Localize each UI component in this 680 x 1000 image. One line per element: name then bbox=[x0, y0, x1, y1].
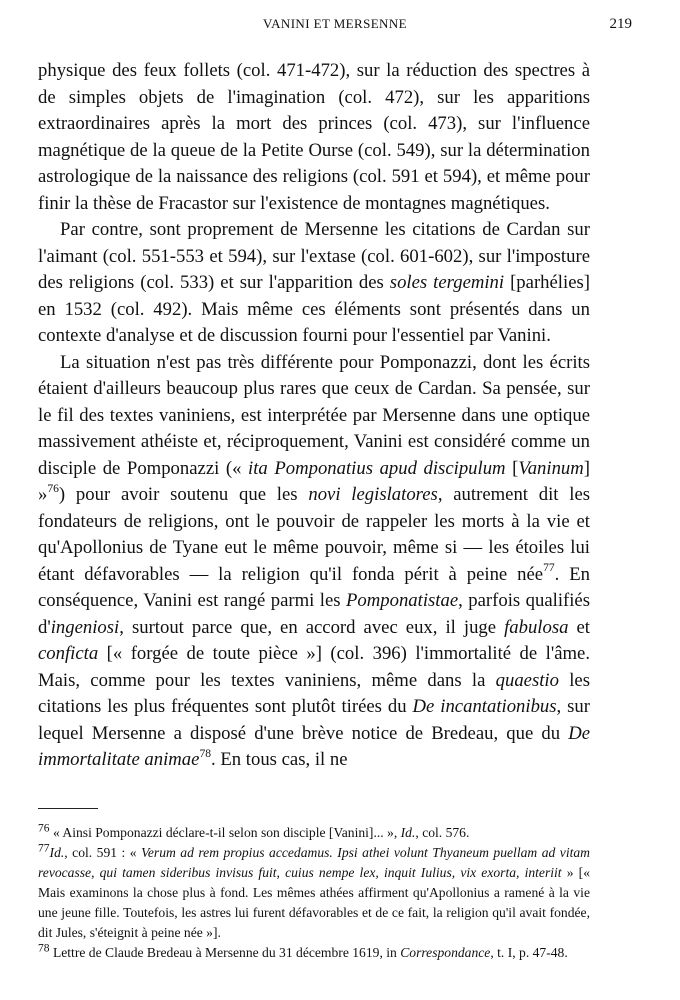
paragraph-2 bbox=[38, 217, 590, 350]
footnotes bbox=[38, 823, 590, 963]
text-run: , parfois qualifiés d' bbox=[38, 590, 590, 638]
text-run: . En conséquence, Vanini est rangé parmi les bbox=[38, 563, 590, 611]
italic-term: conficta bbox=[38, 643, 99, 664]
italic-term: novi legislatores bbox=[308, 484, 438, 505]
footnote-ref-78[interactable]: 78 bbox=[199, 746, 212, 760]
text-run: , sur lequel Mersenne a disposé d'une brève notice de Bredeau, que du bbox=[38, 696, 591, 744]
italic-term: fabulosa bbox=[504, 616, 569, 638]
running-head: VANINI ET MERSENNE bbox=[263, 16, 407, 31]
footnote-76 bbox=[38, 823, 590, 843]
text-run: « Ainsi Pomponazzi déclare-t-il selon son disciple [Vanini]... », bbox=[49, 825, 401, 840]
text-run: Par contre, sont proprement de Mersenne les citations de Cardan sur l'aimant (col. 551-553 et 594), sur l'extase (col. 601-602), sur l'imposture des religions (col. 533) et sur l'apparition des bbox=[38, 219, 590, 293]
text-run: » [« Mais examinons la chose plus à fond. Les mêmes athées affirment qu'Apollonius a ramené à la vie une jeune fille. Toutefois, les astres lui furent défavorables et de ce fait, la religion qu'il avait fondée, dit Jules, s'éteignit à peine née »]. bbox=[38, 865, 591, 940]
page-header bbox=[38, 16, 632, 38]
text-run: physique des feux follets (col. 471-472), sur la réduction des spectres à de simples objets de l'imagination (col. 472), sur les apparitions extraordinaires après la mort des princes (col. 473), sur l'influence magnétique de la queue de la Petite Ourse (col. 549), sur la détermination astrologique de la naissance des religions (col. 591 et 594), et même pour finir la thèse de Fracastor sur l'existence de montagnes magnétiques. bbox=[38, 60, 590, 214]
text-run: ] » bbox=[38, 457, 590, 505]
text-run: [ bbox=[505, 457, 519, 479]
text-run: La situation n'est pas très différente pour Pomponazzi, dont les écrits étaient d'ailleurs beaucoup plus rares que ceux de Cardan. Sa pensée, sur le fil des textes vaniniens, est interprétée par Mersenne dans une optique massivement athéiste et, réciproquement, Vanini est considéré comme un disciple de Pomponazzi (« bbox=[38, 351, 590, 479]
italic-term: Id. bbox=[49, 845, 65, 860]
latin-quotation: Verum ad rem propius accedamus. Ipsi athei volunt Thyaneum puellam ad vitam revocasse, qui tamen sideribus invisus fuit, cuius nempe lex, inquit Iulius, vix exorta, interiit bbox=[38, 845, 590, 880]
text-run: et bbox=[568, 616, 590, 638]
italic-term: De immortalitate animae bbox=[38, 722, 590, 770]
text-run: les citations les plus fréquentes sont plutôt tirées du bbox=[38, 669, 590, 717]
footnote-78 bbox=[38, 943, 590, 963]
text-run: , autrement dit les fondateurs de religions, ont le pouvoir de rappeler les morts à la vie et qu'Apollonius de Tyane eut le même pouvoir, même si — les étoiles lui étant défavorables — la religion qu'il fonda périt à peine née bbox=[38, 484, 591, 585]
footnote-number: 77 bbox=[38, 841, 50, 855]
footnote-ref-76[interactable]: 76 bbox=[47, 481, 59, 495]
italic-term: Id. bbox=[400, 825, 416, 840]
paragraph-3 bbox=[38, 350, 590, 774]
footnote-number: 76 bbox=[38, 821, 50, 835]
italic-term: soles tergemini bbox=[389, 272, 505, 293]
italic-term: Vaninum bbox=[518, 457, 584, 479]
italic-term: Pomponatistae bbox=[346, 590, 459, 611]
text-run: , col. 576. bbox=[415, 825, 470, 840]
footnote-number: 78 bbox=[38, 941, 50, 955]
italic-term: ita Pomponatius apud discipulum bbox=[248, 457, 506, 479]
text-run: , t. I, p. 47-48. bbox=[490, 945, 568, 960]
italic-term: De incantationibus bbox=[412, 696, 557, 717]
body-text bbox=[38, 58, 590, 774]
text-run: . En tous cas, il ne bbox=[211, 749, 348, 770]
text-run: , col. 591 : « bbox=[64, 845, 142, 860]
footnote-divider bbox=[38, 808, 98, 809]
text-run: [« forgée de toute pièce »] (col. 396) l'immortalité de l'âme. Mais, comme pour les textes vaniniens, même dans la bbox=[38, 643, 590, 691]
paragraph-1 bbox=[38, 58, 590, 217]
italic-term: quaestio bbox=[495, 669, 559, 691]
text-run: ) pour avoir soutenu que les bbox=[58, 484, 309, 505]
text-run: , surtout parce que, en accord avec eux, il juge bbox=[119, 616, 505, 638]
footnote-ref-77[interactable]: 77 bbox=[543, 561, 555, 575]
text-run: Lettre de Claude Bredeau à Mersenne du 31 décembre 1619, in bbox=[49, 945, 401, 960]
text-run: [parhélies] en 1532 (col. 492). Mais même ces éléments sont présentés dans un contexte d'analyse et de discussion fourni pour l'essentiel par Vanini. bbox=[38, 272, 590, 346]
italic-term: ingeniosi bbox=[50, 616, 120, 638]
page-number: 219 bbox=[609, 16, 632, 32]
italic-term: Correspondance bbox=[400, 945, 491, 960]
footnote-77 bbox=[38, 843, 590, 943]
